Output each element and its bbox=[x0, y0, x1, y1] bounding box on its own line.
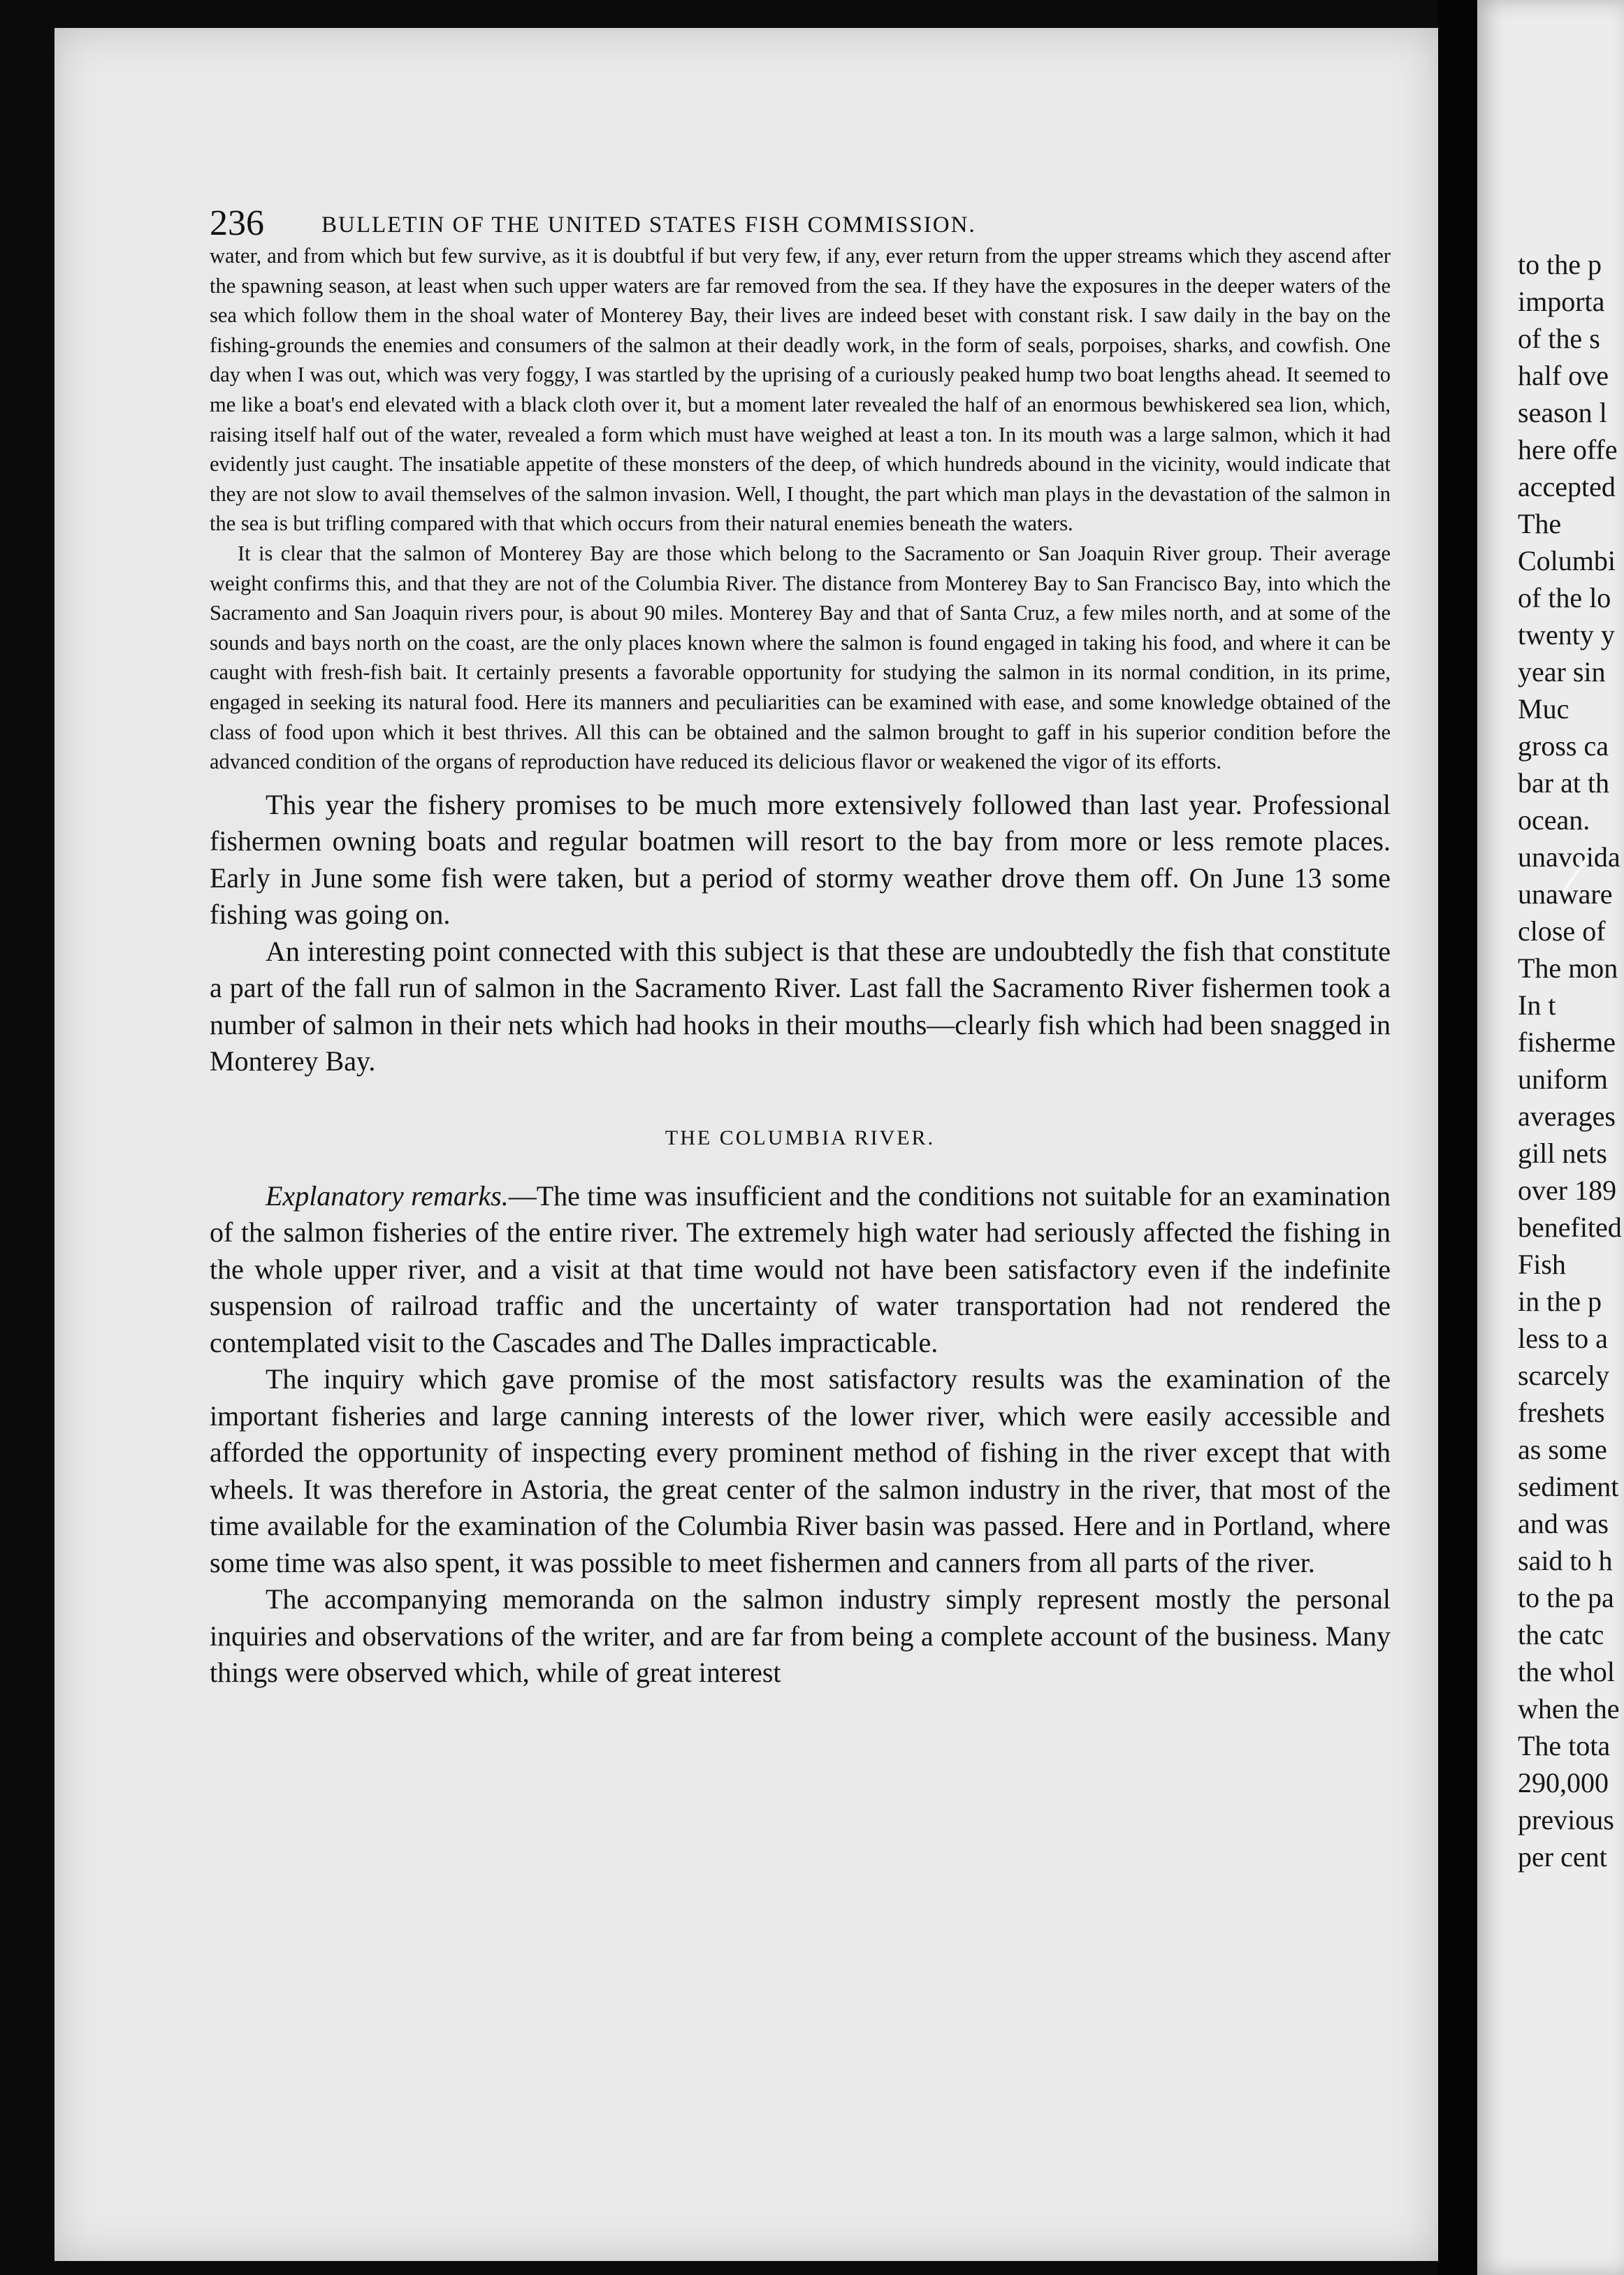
facing-page-line: ocean. bbox=[1518, 804, 1590, 836]
facing-page-line: of the s bbox=[1518, 323, 1600, 354]
section-heading: THE COLUMBIA RIVER. bbox=[665, 1126, 936, 1149]
facing-page-line: fisherme bbox=[1518, 1026, 1616, 1058]
facing-page-line: The bbox=[1518, 508, 1562, 539]
facing-page-line: averages bbox=[1518, 1100, 1616, 1132]
paragraph-lead: Explanatory remarks. bbox=[266, 1179, 509, 1212]
facing-page-line: The tota bbox=[1518, 1730, 1611, 1761]
facing-page-line: gross ca bbox=[1518, 730, 1609, 762]
small-type-block bbox=[210, 241, 1391, 777]
facing-page-line: to the p bbox=[1518, 249, 1602, 280]
facing-page-line: and was bbox=[1518, 1508, 1609, 1539]
facing-page-line: scarcely bbox=[1518, 1360, 1610, 1391]
facing-page-line: In t bbox=[1518, 989, 1556, 1021]
facing-page-line: here offe bbox=[1518, 434, 1618, 465]
facing-page-line: close of bbox=[1518, 915, 1606, 947]
facing-page-line: as some bbox=[1518, 1434, 1607, 1465]
facing-page-line: said to h bbox=[1518, 1545, 1613, 1576]
facing-page-line: unaware bbox=[1518, 878, 1613, 910]
facing-page-line: Columbi bbox=[1518, 545, 1616, 576]
paragraph: The accompanying memoranda on the salmon industry simply represent mostly the personal inquiries and observations of the writer, and are far from being a complete account of the business. Many things were observed which, while of great interest bbox=[210, 1583, 1391, 1689]
facing-page-line: freshets bbox=[1518, 1397, 1605, 1428]
facing-page-line: The mon bbox=[1518, 952, 1618, 984]
facing-page-line: twenty y bbox=[1518, 619, 1615, 650]
facing-page-line: Fish bbox=[1518, 1249, 1566, 1280]
facing-page-line: the catc bbox=[1518, 1619, 1604, 1650]
facing-page-line: accepted bbox=[1518, 471, 1616, 502]
facing-page-line: over 189 bbox=[1518, 1175, 1617, 1206]
facing-page-line: the whol bbox=[1518, 1656, 1615, 1687]
facing-page-text bbox=[1518, 246, 1624, 1875]
facing-page-line: benefited bbox=[1518, 1212, 1622, 1243]
facing-page-line: bar at th bbox=[1518, 767, 1610, 799]
facing-page bbox=[1477, 0, 1624, 2275]
large-type-block bbox=[210, 1178, 1391, 1692]
facing-page-line: less to a bbox=[1518, 1323, 1608, 1354]
running-head: BULLETIN OF THE UNITED STATES FISH COMMISSION. bbox=[321, 212, 976, 238]
facing-page-line: of the lo bbox=[1518, 582, 1611, 613]
page-header bbox=[210, 182, 1342, 245]
paragraph: The inquiry which gave promise of the most satisfactory results was the examination of the important fisheries and large canning interests of the lower river, which were easily accessible and afforded the opportunity of inspecting every prominent method of fishing in the river except that with wheels. It was therefore in Astoria, the great center of the salmon industry in the river, that most of the time available for the examination of the Columbia River basin was passed. Here and in Portland, where some time was also spent, it was possible to meet fishermen and canners from all parts of the river. bbox=[210, 1363, 1391, 1578]
paragraph: This year the fishery promises to be much more extensively followed than last year. Professional fishermen owning boats and regular boatmen will resort to the bay from more or less remote places. Early in June some fish were taken, but a period of stormy weather drove them off. On June 13 some fishing was going on. bbox=[210, 788, 1391, 931]
facing-page-line: year sin bbox=[1518, 656, 1606, 688]
facing-page-line: when the bbox=[1518, 1693, 1620, 1724]
facing-page-line: 290,000 bbox=[1518, 1767, 1609, 1798]
paragraph-rest: —The time was insufficient and the conditions not suitable for an examination of the salmon fisheries of the entire river. The extremely high water had seriously affected the fishing in the whole upper river, and a visit at that time would not have been satisfactory even if the indefinite suspension of railroad traffic and the uncertainty of water transportation had not rendered the contemplated visit to the Cascades and The Dalles impracticable. bbox=[210, 1179, 1391, 1358]
paragraph: water, and from which but few survive, as it is doubtful if but very few, if any, ever return from the upper streams which they ascend after the spawning season, at least when such upper waters are far removed from the sea. If they have the exposures in the deeper waters of the sea which follow them in the shoal water of Monterey Bay, their lives are indeed beset with constant risk. I saw daily in the bay on the fishing-grounds the enemies and consumers of the salmon at their deadly work, in the form of seals, porpoises, sharks, and cowfish. One day when I was out, which was very foggy, I was startled by the uprising of a curiously peaked hump two boat lengths ahead. It seemed to me like a boat's end elevated with a black cloth over it, but a moment later revealed the half of an enormous bewhiskered sea lion, which, raising itself half out of the water, revealed a form which must have weighed at least a ton. In its mouth was a large salmon, which it had evidently just caught. The insatiable appetite of these monsters of the deep, of which hundreds abound in the vicinity, would indicate that they are not slow to avail themselves of the salmon invasion. Well, I thought, the part which man plays in the devastation of the salmon in the sea is but trifling compared with that which occurs from their natural enemies beneath the waters. bbox=[210, 244, 1391, 536]
paragraph bbox=[210, 1178, 1391, 1362]
facing-page-line: uniform bbox=[1518, 1063, 1608, 1095]
facing-page-line: gill nets bbox=[1518, 1138, 1607, 1169]
facing-page-line: unavoida bbox=[1518, 841, 1621, 873]
facing-page-line: per cent bbox=[1518, 1841, 1607, 1873]
paragraph: An interesting point connected with this subject is that these are undoubtedly the fish that constitute a part of the fall run of salmon in the Sacramento River. Last fall the Sacramento River fishermen took a number of salmon in their nets which had hooks in their mouths—clearly fish which had been snagged in Monterey Bay. bbox=[210, 935, 1391, 1077]
page-number: 236 bbox=[210, 203, 264, 243]
large-type-block bbox=[210, 787, 1391, 1080]
facing-page-line: Muc bbox=[1518, 693, 1569, 725]
book-gutter bbox=[1438, 0, 1477, 2275]
facing-page-line: in the p bbox=[1518, 1286, 1602, 1317]
paragraph: It is clear that the salmon of Monterey Bay are those which belong to the Sacramento or San Joaquin River group. Their average weight confirms this, and that they are not of the Columbia River. The distance from Monterey Bay to San Francisco Bay, into which the Sacramento and San Joaquin rivers pour, is about 90 miles. Monterey Bay and that of Santa Cruz, a few miles north, and at some of the sounds and bays north on the coast, are the only places known where the salmon is found engaged in taking his food, and where it can be caught with fresh-fish bait. It certainly presents a favorable opportunity for studying the salmon in its normal condition, in its prime, engaged in seeking its natural food. Here its manners and peculiarities can be examined with ease, and some knowledge obtained of the class of food upon which it best thrives. All this can be obtained and the salmon brought to gaff in his superior condition before the advanced condition of the organs of reproduction have reduced its delicious flavor or weakened the vigor of its efforts. bbox=[210, 541, 1391, 774]
facing-page-line: importa bbox=[1518, 286, 1605, 317]
facing-page-line: half ove bbox=[1518, 360, 1609, 391]
main-text bbox=[210, 241, 1391, 1692]
facing-page-line: previous bbox=[1518, 1804, 1614, 1836]
facing-page-line: sediment bbox=[1518, 1471, 1619, 1502]
facing-page-line: season l bbox=[1518, 397, 1607, 428]
facing-page-line: to the pa bbox=[1518, 1582, 1614, 1613]
